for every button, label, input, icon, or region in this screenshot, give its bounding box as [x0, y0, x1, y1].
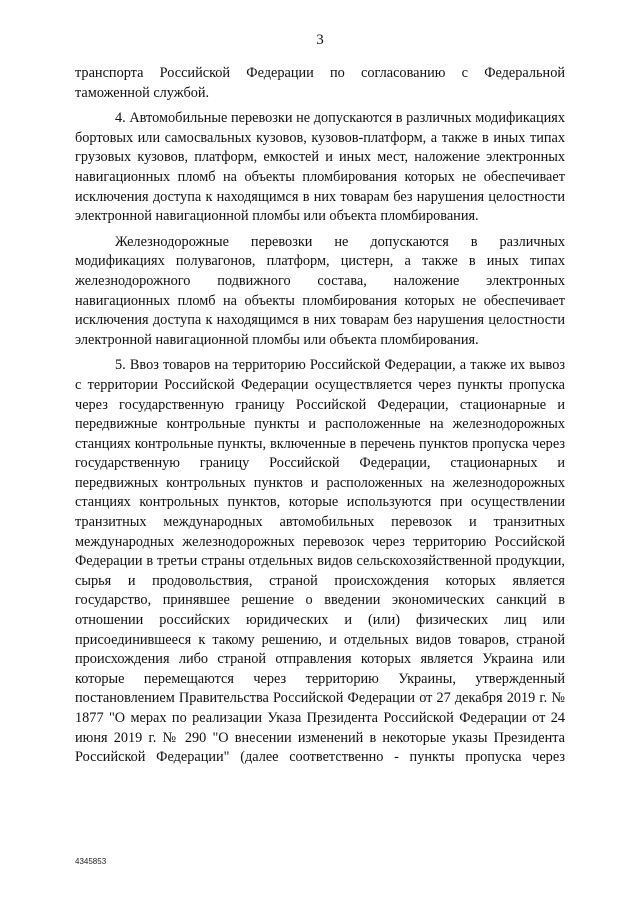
document-id: 4345853 — [75, 857, 107, 866]
document-body — [75, 64, 565, 768]
page-number: 3 — [316, 32, 324, 48]
paragraph-item-5: 5. Ввоз товаров на территорию Российской Федерации, а также их вывоз с территории Российской Федерации осуществляется через пункты пропуска через государственную границу Российской Федерации, стационарные и передвижные контрольные пункты и расположенные на железнодорожных станциях контрольные пункты, включенные в перечень пунктов пропуска через государственную границу Российской Федерации, стационарных и передвижных контрольных пунктов и расположенных на железнодорожных станциях контрольных пунктов, которые используются при осуществлении транзитных международных автомобильных перевозок и транзитных международных железнодорожных перевозок через территорию Российской Федерации в третьи страны отдельных видов сельскохозяйственной продукции, сырья и продовольствия, страной происхождения которых является государство, принявшее решение о введении экономических санкций в отношении российских юридических и (или) физических лиц или присоединившееся к такому решению, и отдельных видов товаров, страной происхождения либо страной отправления которых является Украина или которые перемещаются через территорию Украины, утвержденный постановлением Правительства Российской Федерации от 27 декабря 2019 г. № 1877 "О мерах по реализации Указа Президента Российской Федерации от 24 июня 2019 г. № 290 "О внесении изменений в некоторые указы Президента Российской Федерации" (далее соответственно - пункты пропуска через — [75, 357, 565, 766]
paragraph-railway: Железнодорожные перевозки не допускаются в различных модификациях полувагонов, платформ, цистерн, а также в иных типах железнодорожного подвижного состава, наложение электронных навигационных пломб на объекты пломбирования которых не обеспечивает исключения доступа к находящимся в них товарам без нарушения целостности электронной навигационной пломбы или объекта пломбирования. — [75, 233, 565, 348]
paragraph-continuation: транспорта Российской Федерации по согласованию с Федеральной таможенной службой. — [75, 65, 565, 101]
paragraph-item-4: 4. Автомобильные перевозки не допускаются в различных модификациях бортовых или самосвальных кузовов, кузовов-платформ, а также в иных типах грузовых кузовов, платформ, емкостей и иных мест, наложение электронных навигационных пломб на объекты пломбирования которых не обеспечивает исключения доступа к находящимся в них товарам без нарушения целостности электронной навигационной пломбы или объекта пломбирования. — [75, 110, 565, 225]
